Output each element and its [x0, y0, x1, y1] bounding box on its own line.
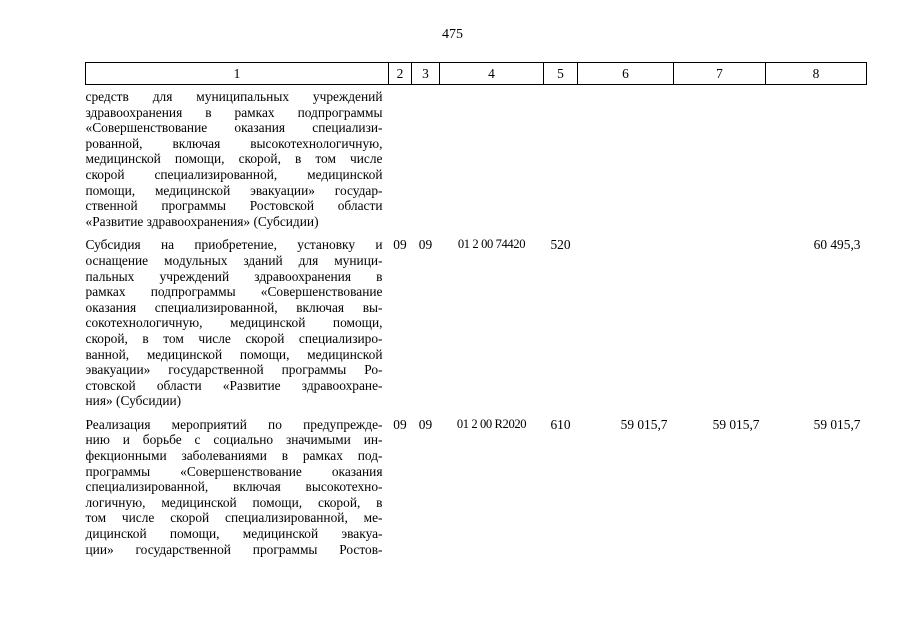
col-header-6: 6	[578, 63, 674, 85]
cell-amount-6	[578, 229, 674, 409]
cell-amount-8: 60 495,3	[813, 237, 861, 253]
cell-amount-6	[578, 85, 674, 230]
description-line: фекционными заболеваниями в рамках под-	[85, 448, 383, 464]
description-line: «Совершенствование оказания специализи-	[85, 120, 383, 136]
description-line: дицинской помощи, медицинской эвакуа-	[85, 526, 383, 542]
row-description	[86, 229, 389, 409]
description-line: помощи, медицинской эвакуации» государ-	[85, 182, 383, 198]
cell-subsection: 09	[418, 416, 433, 432]
description-line: Реализация мероприятий по предупрежде-	[85, 416, 383, 432]
cell-amount-7	[674, 85, 766, 230]
col-header-2: 2	[389, 63, 412, 85]
description-line: логичную, медицинской помощи, скорой, в	[85, 494, 383, 510]
cell-target-code	[440, 85, 544, 230]
cell-amount-8: 59 015,7	[813, 416, 861, 432]
description-line: ственной программы Ростовской области	[85, 198, 383, 214]
cell-expense-type	[544, 85, 578, 230]
page-number: 475	[442, 27, 463, 42]
description-line: нию и борьбе с социально значимыми ин-	[85, 432, 383, 448]
description-line: сокотехнологичную, медицинской помощи,	[85, 315, 383, 331]
cell-target-code: 01 2 00 R2020	[456, 416, 527, 431]
cell-section: 09	[393, 237, 407, 253]
description-line: оказания специализированной, включая вы-	[85, 299, 383, 315]
description-line: рованной, включая высокотехнологичную,	[85, 135, 383, 151]
table-row	[86, 229, 867, 409]
table-row	[86, 409, 867, 557]
description-line: специализированной, включая высокотехно-	[85, 479, 383, 495]
row-description	[86, 85, 389, 230]
description-line: ции» государственной программы Ростов-	[85, 541, 383, 557]
description-line: ния» (Субсидии)	[85, 393, 182, 409]
description-line: рамках подпрограммы «Совершенствование	[85, 284, 383, 300]
header-row	[86, 63, 867, 85]
col-header-3: 3	[412, 63, 440, 85]
col-header-5: 5	[544, 63, 578, 85]
description-line: «Развитие здравоохранения» (Субсидии)	[85, 213, 319, 229]
cell-expense-type: 610	[550, 416, 571, 432]
cell-subsection	[412, 85, 440, 230]
cell-amount-7: 59 015,7	[712, 416, 760, 432]
cell-target-code: 01 2 00 74420	[457, 237, 526, 252]
cell-section	[389, 85, 412, 230]
description-line: здравоохранения в рамках подпрограммы	[85, 104, 383, 120]
description-line: оснащение модульных зданий для муници-	[85, 252, 383, 268]
cell-amount-7	[674, 229, 766, 409]
budget-table	[85, 62, 867, 557]
description-line: пальных учреждений здравоохранения в	[85, 268, 383, 284]
cell-section: 09	[393, 416, 407, 432]
cell-expense-type: 520	[550, 237, 571, 253]
description-line: стовской области «Развитие здравоохране-	[85, 377, 383, 393]
col-header-8: 8	[766, 63, 867, 85]
col-header-4: 4	[440, 63, 544, 85]
cell-amount-8	[766, 85, 867, 230]
description-line: том числе скорой специализированной, ме-	[85, 510, 383, 526]
col-header-7: 7	[674, 63, 766, 85]
description-line: эвакуации» государственной программы Ро-	[85, 362, 383, 378]
description-line: ванной, медицинской помощи, медицинской	[85, 346, 383, 362]
description-line: Субсидия на приобретение, установку и	[85, 237, 383, 253]
description-line: скорой специализированной, медицинской	[85, 166, 383, 182]
description-line: средств для муниципальных учреждений	[85, 89, 383, 104]
description-line: медицинской помощи, скорой, в том числе	[85, 151, 383, 167]
col-header-1: 1	[86, 63, 389, 85]
cell-amount-6: 59 015,7	[620, 416, 668, 432]
description-line: программы «Совершенствование оказания	[85, 463, 383, 479]
cell-subsection: 09	[418, 237, 433, 253]
row-description	[86, 409, 389, 557]
description-line: скорой, в том числе скорой специализиро-	[85, 330, 383, 346]
table-row	[86, 85, 867, 230]
